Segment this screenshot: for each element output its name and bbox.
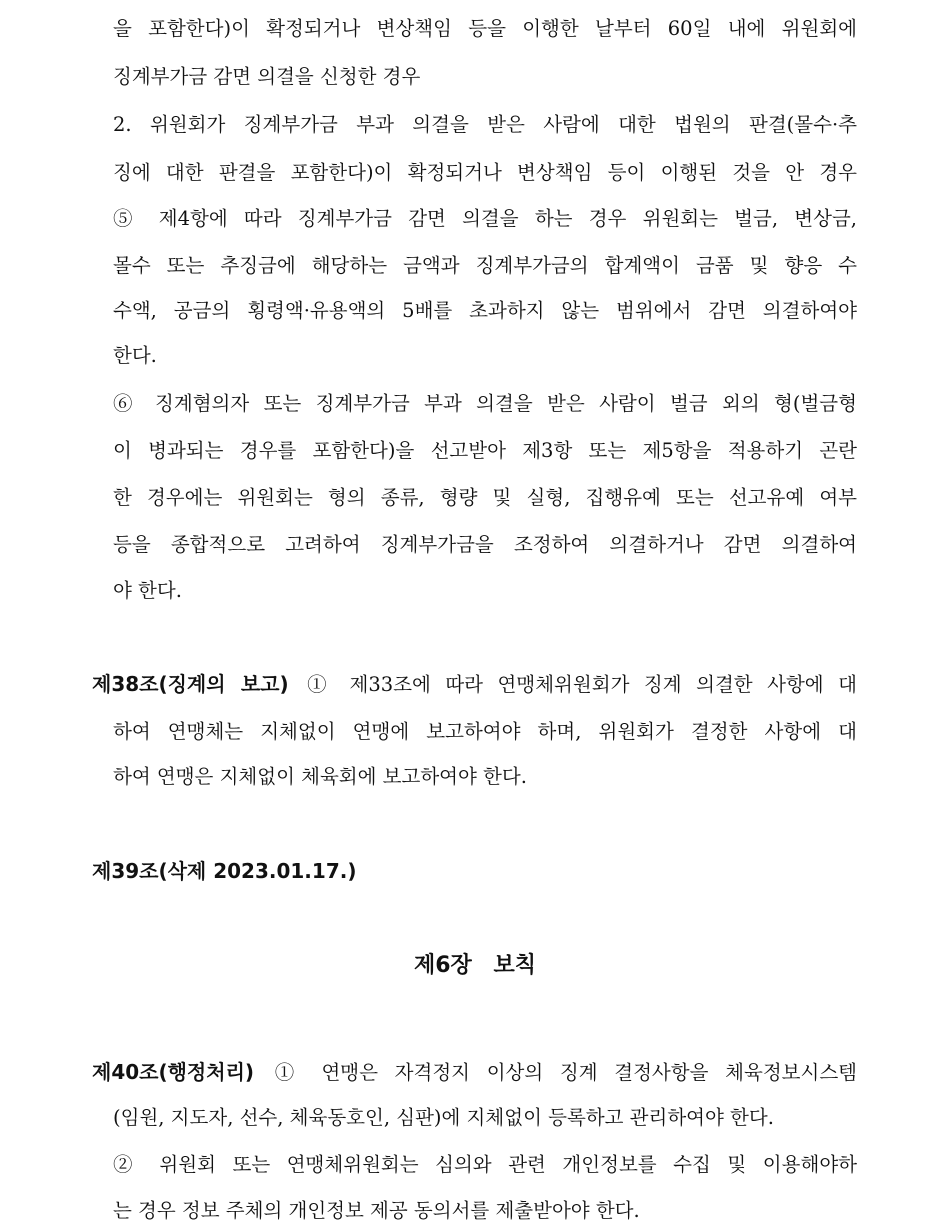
article-39-line bbox=[92, 858, 857, 884]
paragraph-6-line: 등을 종합적으로 고려하여 징계부가금을 조정하여 의결하거나 감면 의결하여 bbox=[113, 533, 857, 556]
paragraph-6-line: 야 한다. bbox=[113, 579, 182, 602]
list-item-2-line: 징에 대한 판결을 포함한다)이 확정되거나 변상책임 등이 이행된 것을 안 경우 bbox=[113, 161, 857, 184]
paragraph-6-line: 한 경우에는 위원회는 형의 종류, 형량 및 실형, 집행유예 또는 선고유예 여부 bbox=[113, 486, 857, 509]
chapter-heading: 제6장 보칙 bbox=[414, 953, 536, 978]
paragraph-6-line: ⑥ 징계혐의자 또는 징계부가금 부과 의결을 받은 사람이 벌금 외의 형(벌금형 bbox=[113, 392, 857, 415]
article-38-line bbox=[92, 671, 857, 697]
article-38-title: 제38조(징계의 보고) bbox=[92, 672, 289, 696]
paragraph-5-line: 몰수 또는 추징금에 해당하는 금액과 징계부가금의 합계액이 금품 및 향응 수 bbox=[113, 254, 857, 277]
list-item-2-line: 2. 위원회가 징계부가금 부과 의결을 받은 사람에 대한 법원의 판결(몰수·추 bbox=[113, 113, 857, 136]
paragraph-5-line: 수액, 공금의 횡령액·유용액의 5배를 초과하지 않는 범위에서 감면 의결하여야 bbox=[113, 299, 857, 322]
article-39-title: 제39조(삭제 2023.01.17.) bbox=[92, 859, 357, 883]
text-line: 을 포함한다)이 확정되거나 변상책임 등을 이행한 날부터 60일 내에 위원회에 bbox=[113, 17, 857, 40]
article-40-line: ② 위원회 또는 연맹체위원회는 심의와 관련 개인정보를 수집 및 이용해야하 bbox=[113, 1153, 857, 1176]
paragraph-6-line: 이 병과되는 경우를 포함한다)을 선고받아 제3항 또는 제5항을 적용하기 곤란 bbox=[113, 439, 857, 462]
article-40-line: (임원, 지도자, 선수, 체육동호인, 심판)에 지체없이 등록하고 관리하여야 한다. bbox=[113, 1106, 774, 1129]
paragraph-5-line: ⑤ 제4항에 따라 징계부가금 감면 의결을 하는 경우 위원회는 벌금, 변상금, bbox=[113, 207, 857, 230]
article-38-text: ① 제33조에 따라 연맹체위원회가 징계 의결한 사항에 대 bbox=[307, 673, 858, 696]
article-40-text: ① 연맹은 자격정지 이상의 징계 결정사항을 체육정보시스템 bbox=[274, 1061, 858, 1084]
paragraph-5-line: 한다. bbox=[113, 344, 157, 367]
text-line: 징계부가금 감면 의결을 신청한 경우 bbox=[113, 65, 421, 88]
article-38-line: 하여 연맹은 지체없이 체육회에 보고하여야 한다. bbox=[113, 765, 527, 788]
article-40-title: 제40조(행정처리) bbox=[92, 1060, 255, 1084]
article-38-line: 하여 연맹체는 지체없이 연맹에 보고하여야 하며, 위원회가 결정한 사항에 대 bbox=[113, 720, 857, 743]
article-40-line bbox=[92, 1059, 857, 1085]
article-40-line: 는 경우 정보 주체의 개인정보 제공 동의서를 제출받아야 한다. bbox=[113, 1199, 640, 1222]
